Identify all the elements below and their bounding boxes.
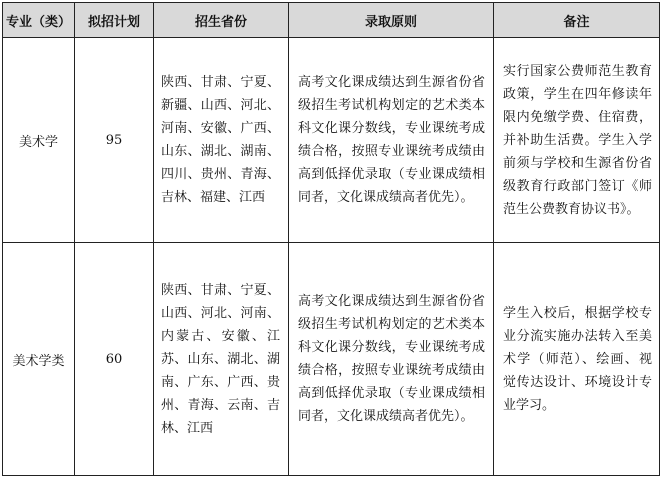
header-remarks: 备注 [494,3,660,38]
table-row [3,243,660,476]
provinces-list: 陕西、甘肃、宁夏、山西、河北、河南、内蒙古、安徽、江苏、山东、湖北、湖南、广东、广西、贵州、青海、云南、吉林、江西 [161,282,280,436]
enrollment-quota: 60 [75,243,154,476]
remarks-text: 实行国家公费师范生教育政策，学生在四年修读年限内免缴学费、住宿费，并补助生活费。学生入学前须与学校和生源省份省级教育行政部门签订《师范生公费教育协议书》。 [503,63,652,217]
header-provinces: 招生省份 [154,3,289,38]
header-admission-principle: 录取原则 [289,3,494,38]
table-row [3,38,660,243]
provinces-cell [154,243,289,476]
principle-cell [289,243,494,476]
provinces-list: 陕西、甘肃、宁夏、新疆、山西、河北、河南、安徽、广西、山东、湖北、湖南、四川、贵州、青海、吉林、福建、江西 [161,75,280,205]
remarks-cell [494,243,660,476]
header-quota: 拟招计划 [75,3,154,38]
admission-principle-text: 高考文化课成绩达到生源省份省级招生考试机构划定的艺术类本科文化课分数线，专业课统考成绩合格，按照专业课统考成绩由高到低择优录取（专业课成绩相同者，文化课成绩高者优先）。 [298,75,485,205]
major-name: 美术学 [3,38,75,243]
admission-principle-text: 高考文化课成绩达到生源省份省级招生考试机构划定的艺术类本科文化课分数线，专业课统考成绩合格，按照专业课统考成绩由高到低择优录取（专业课成绩相同者，文化课成绩高者优先）。 [298,294,485,424]
table-header-row [3,3,660,38]
major-name: 美术学类 [3,243,75,476]
enrollment-quota: 95 [75,38,154,243]
header-major: 专业（类） [3,3,75,38]
remarks-cell [494,38,660,243]
remarks-text: 学生入校后，根据学校专业分流实施办法转入至美术学（师范）、绘画、视觉传达设计、环境设计专业学习。 [503,305,652,413]
principle-cell [289,38,494,243]
provinces-cell [154,38,289,243]
admissions-plan-table [2,2,660,476]
